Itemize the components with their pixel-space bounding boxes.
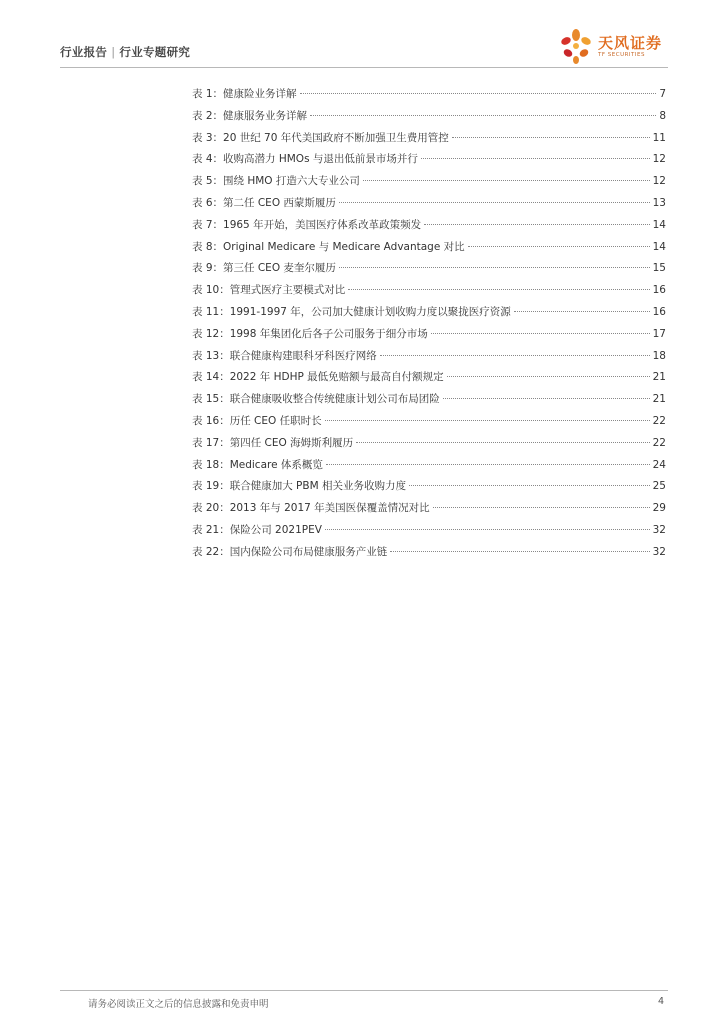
toc-entry[interactable] [192, 130, 666, 152]
toc-leader-dots [356, 442, 650, 443]
toc-entry-title: 表 18：Medicare 体系概览 [192, 458, 323, 471]
toc-entry-page: 11 [652, 131, 666, 144]
toc-leader-dots [468, 246, 650, 247]
logo-text-en: TF SECURITIES [598, 52, 645, 58]
toc-entry-title: 表 3：20 世纪 70 年代美国政府不断加强卫生费用管控 [192, 131, 449, 144]
toc-entry-page: 7 [659, 88, 666, 100]
toc-entry-page: 29 [652, 502, 666, 515]
toc-entry-title: 表 16：历任 CEO 任职时长 [192, 414, 322, 427]
footer-disclaimer: 请务必阅读正文之后的信息披露和免责申明 [88, 999, 269, 1010]
toc-entry[interactable] [192, 391, 666, 413]
toc-leader-dots [443, 398, 650, 399]
toc-entry[interactable] [192, 413, 666, 435]
toc-entry[interactable] [192, 239, 666, 261]
toc-entry[interactable] [192, 108, 666, 130]
toc-entry[interactable] [192, 348, 666, 370]
flower-logo-icon [558, 26, 596, 66]
page-header [60, 20, 668, 66]
toc-entry-page: 12 [652, 175, 666, 188]
toc-entry-page: 32 [652, 545, 666, 558]
toc-entry[interactable] [192, 457, 666, 479]
toc-leader-dots [514, 311, 650, 312]
toc-entry-title: 表 2：健康服务业务详解 [192, 109, 308, 122]
toc-leader-dots [380, 355, 650, 356]
toc-entry-page: 22 [652, 436, 666, 449]
toc-entry-page: 24 [652, 458, 666, 471]
toc-entry[interactable] [192, 500, 666, 522]
table-of-figures [192, 86, 666, 566]
toc-entry[interactable] [192, 217, 666, 239]
toc-entry-page: 14 [652, 218, 666, 231]
toc-entry[interactable] [192, 151, 666, 173]
toc-leader-dots [363, 180, 650, 181]
toc-leader-dots [326, 464, 650, 465]
toc-entry[interactable] [192, 304, 666, 326]
toc-entry[interactable] [192, 326, 666, 348]
toc-entry-page: 22 [652, 414, 666, 427]
toc-entry-page: 17 [652, 327, 666, 340]
toc-entry-title: 表 11：1991-1997 年，公司加大健康计划收购力度以聚拢医疗资源 [192, 305, 511, 318]
toc-entry-title: 表 9：第三任 CEO 麦奎尔履历 [192, 262, 336, 275]
toc-entry-title: 表 10：管理式医疗主要模式对比 [192, 284, 346, 297]
toc-leader-dots [447, 376, 650, 377]
toc-entry-title: 表 7：1965 年开始，美国医疗体系改革政策频发 [192, 218, 422, 231]
brand-logo [558, 26, 668, 66]
toc-entry-title: 表 17：第四任 CEO 海姆斯利履历 [192, 436, 354, 449]
header-subcategory: 行业专题研究 [119, 45, 191, 59]
toc-leader-dots [390, 551, 649, 552]
logo-text-cn: 天风证券 [598, 34, 663, 52]
toc-entry[interactable] [192, 86, 666, 108]
toc-entry-page: 18 [652, 349, 666, 362]
toc-leader-dots [310, 115, 656, 116]
toc-entry[interactable] [192, 195, 666, 217]
toc-leader-dots [300, 93, 657, 94]
toc-entry-page: 21 [652, 371, 666, 384]
toc-entry[interactable] [192, 173, 666, 195]
toc-entry-title: 表 13：联合健康构建眼科牙科医疗网络 [192, 349, 377, 362]
toc-entry[interactable] [192, 478, 666, 500]
header-divider [60, 67, 668, 68]
toc-leader-dots [339, 202, 650, 203]
header-separator: | [111, 45, 116, 59]
toc-entry-page: 32 [652, 523, 666, 536]
toc-entry[interactable] [192, 369, 666, 391]
toc-leader-dots [325, 420, 650, 421]
toc-leader-dots [409, 485, 650, 486]
toc-entry-title: 表 6：第二任 CEO 西蒙斯履历 [192, 196, 336, 209]
toc-entry-page: 21 [652, 393, 666, 406]
toc-entry-page: 13 [652, 196, 666, 209]
toc-entry-title: 表 15：联合健康吸收整合传统健康计划公司布局团险 [192, 393, 440, 406]
toc-entry-page: 8 [659, 109, 666, 122]
toc-entry[interactable] [192, 522, 666, 544]
footer-divider [60, 990, 668, 991]
toc-entry-page: 16 [652, 284, 666, 297]
toc-leader-dots [452, 137, 650, 138]
toc-entry-title: 表 5：围绕 HMO 打造六大专业公司 [192, 175, 360, 188]
toc-entry-page: 16 [652, 305, 666, 318]
header-category: 行业报告 [60, 45, 108, 59]
toc-leader-dots [421, 158, 650, 159]
toc-entry[interactable] [192, 282, 666, 304]
toc-entry[interactable] [192, 435, 666, 457]
toc-entry-title: 表 1：健康险业务详解 [192, 88, 297, 100]
toc-entry-title: 表 19：联合健康加大 PBM 相关业务收购力度 [192, 480, 406, 493]
toc-entry[interactable] [192, 544, 666, 566]
toc-entry-title: 表 8：Original Medicare 与 Medicare Advantage 对比 [192, 240, 465, 253]
toc-entry-title: 表 21：保险公司 2021PEV [192, 523, 322, 536]
toc-entry-title: 表 12：1998 年集团化后各子公司服务于细分市场 [192, 327, 428, 340]
toc-leader-dots [348, 289, 649, 290]
toc-entry-title: 表 20：2013 年与 2017 年美国医保覆盖情况对比 [192, 502, 430, 515]
header-breadcrumb [60, 44, 190, 60]
toc-entry[interactable] [192, 260, 666, 282]
toc-entry-title: 表 4：收购高潜力 HMOs 与退出低前景市场并行 [192, 153, 418, 166]
toc-leader-dots [431, 333, 650, 334]
toc-entry-page: 14 [652, 240, 666, 253]
toc-entry-title: 表 22：国内保险公司布局健康服务产业链 [192, 545, 388, 558]
page-number: 4 [657, 996, 664, 1007]
toc-leader-dots [325, 529, 650, 530]
toc-entry-title: 表 14：2022 年 HDHP 最低免赔额与最高自付额规定 [192, 371, 444, 384]
toc-leader-dots [433, 507, 650, 508]
toc-leader-dots [424, 224, 650, 225]
toc-entry-page: 12 [652, 153, 666, 166]
toc-entry-page: 15 [652, 262, 666, 275]
toc-entry-page: 25 [652, 480, 666, 493]
toc-leader-dots [339, 267, 650, 268]
